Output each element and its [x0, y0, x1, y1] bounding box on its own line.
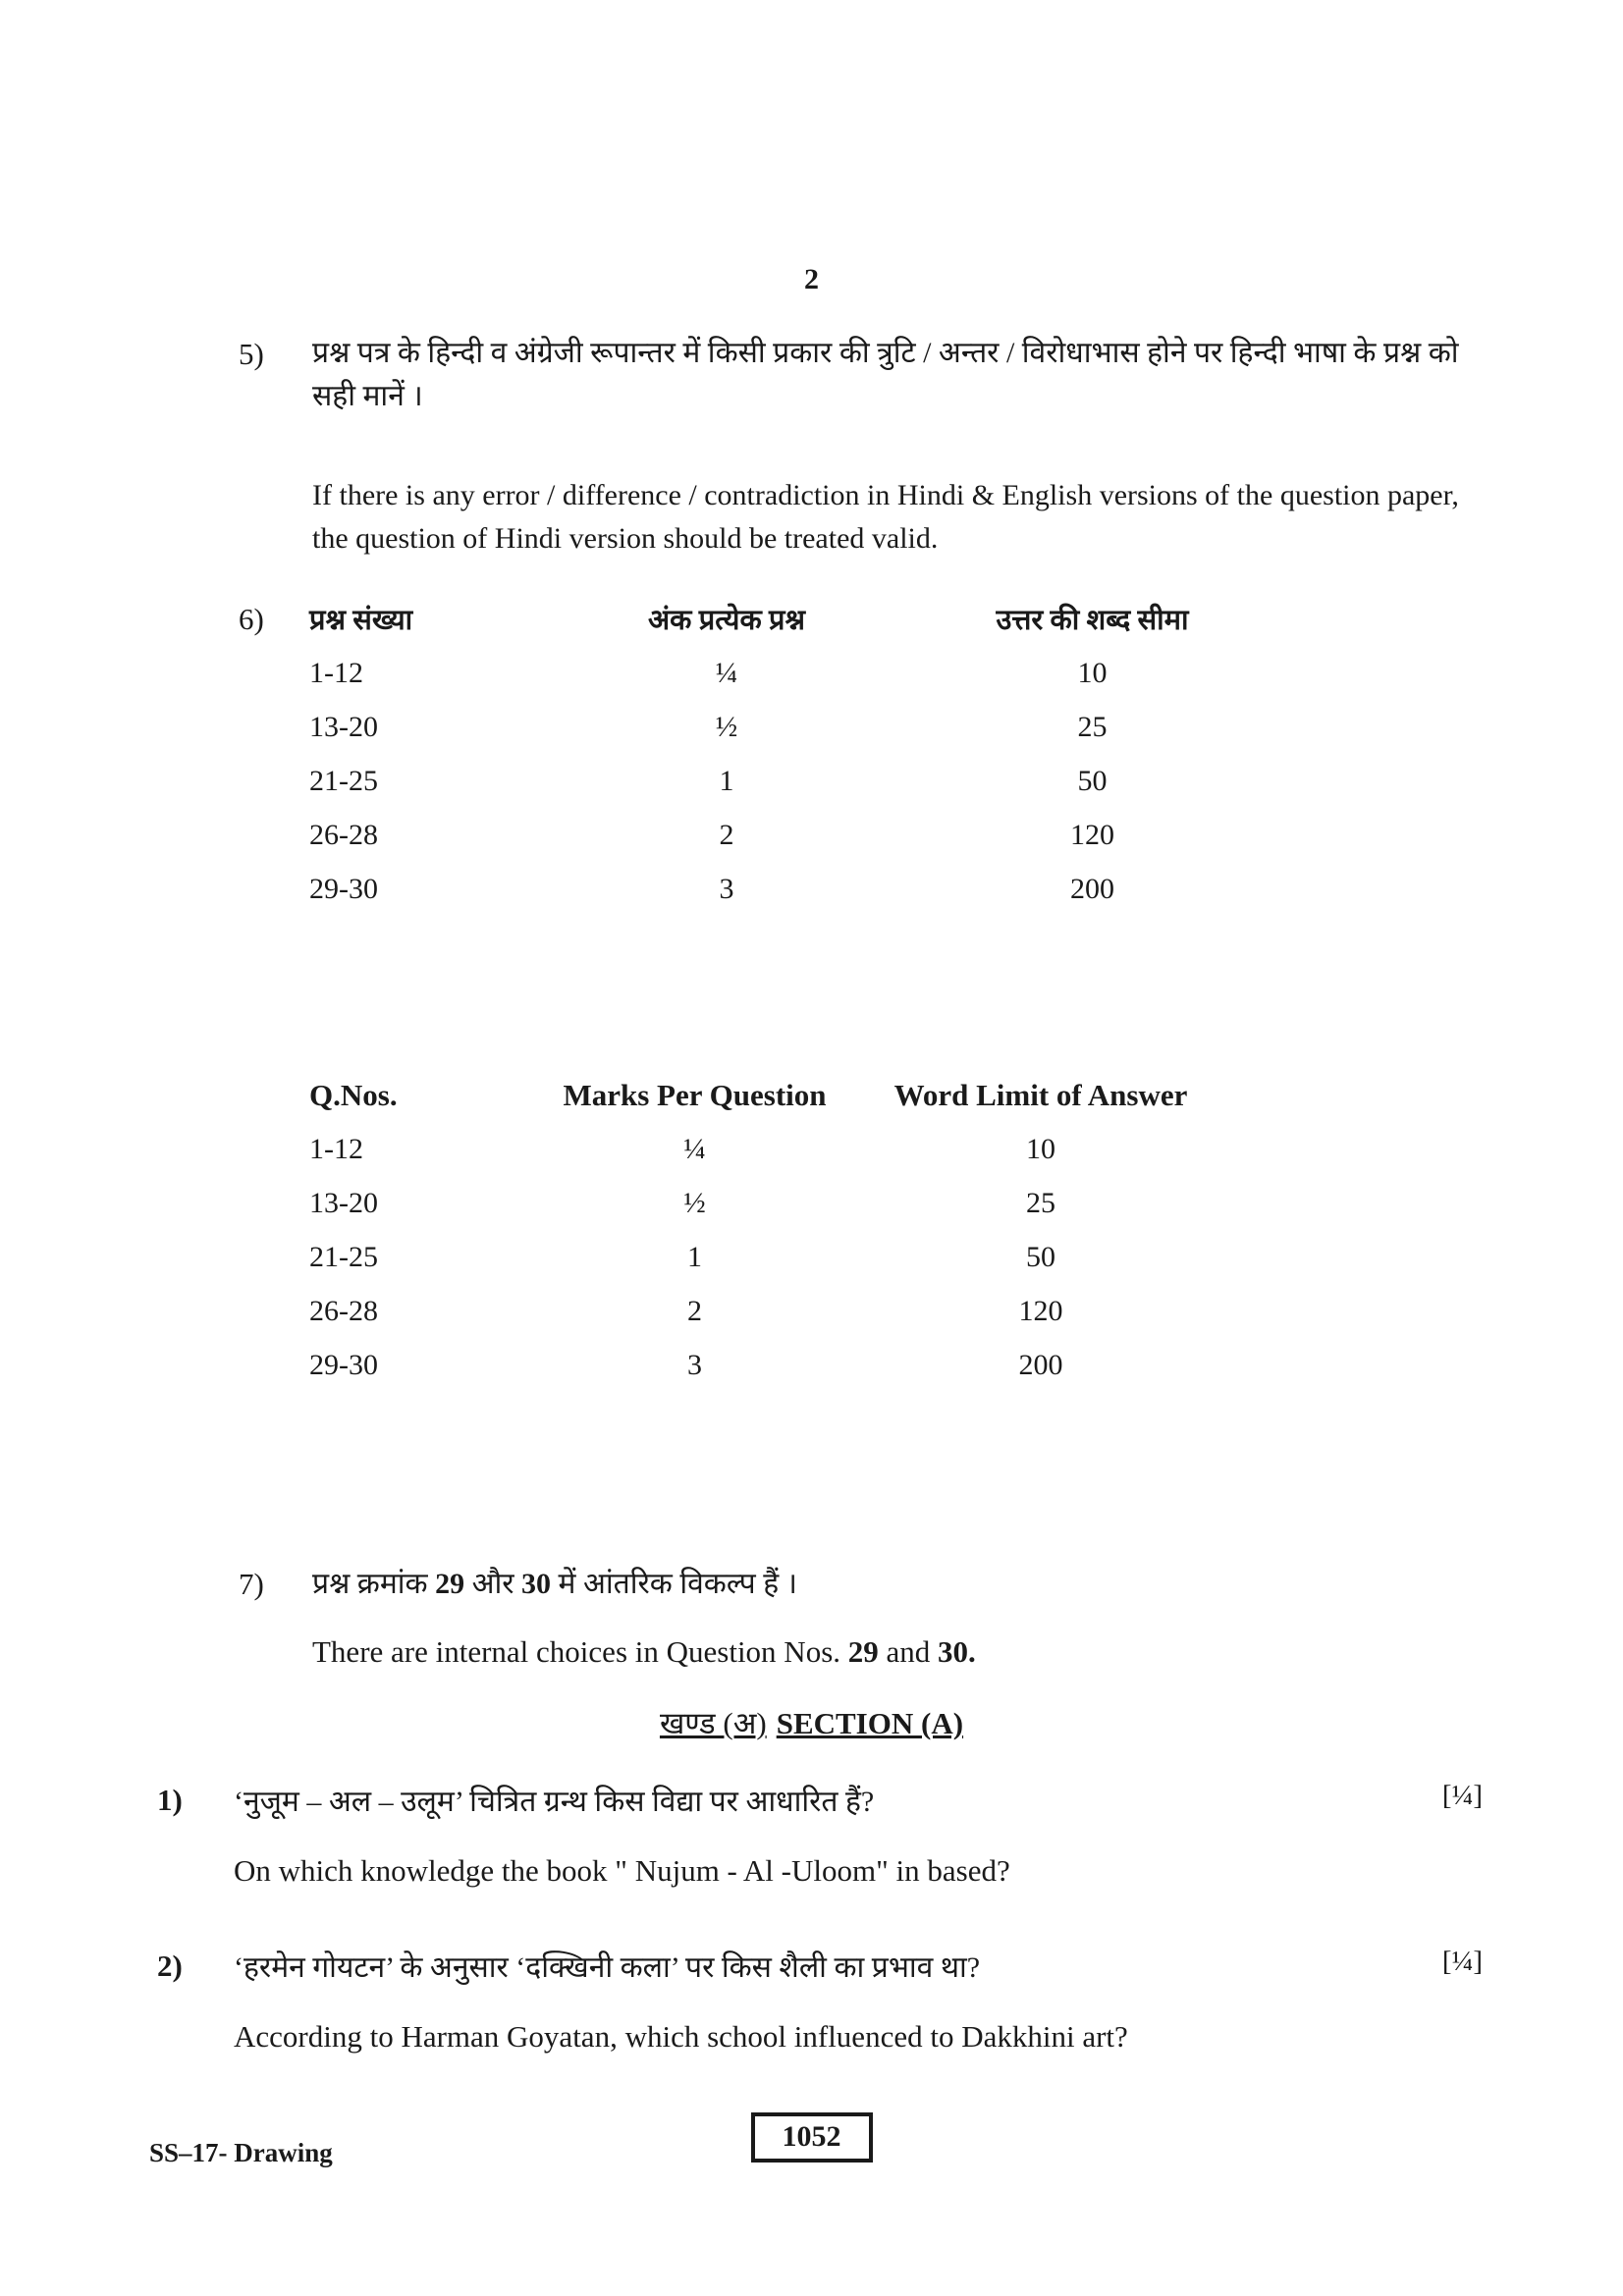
question-2-hindi-text: ‘हरमेन गोयटन’ के अनुसार ‘दक्खिनी कला’ पर किस शैली का प्रभाव था?	[234, 1951, 981, 1984]
cell-question-nos: 29-30	[309, 1348, 378, 1381]
instruction-7-english-qnum-29: 29	[847, 1634, 879, 1669]
instruction-7-hindi-part-c: और	[464, 1568, 522, 1600]
cell-word-limit: 25	[1026, 1186, 1055, 1219]
instruction-7-hindi-text	[312, 1562, 797, 1602]
header-marks-per-question: Marks Per Question	[563, 1077, 827, 1112]
cell-marks: ¼	[715, 656, 738, 689]
table-header-row	[309, 1068, 1203, 1122]
cell-marks: 2	[719, 818, 734, 851]
instruction-7-hindi-part-d: में आंतरिक विकल्प हैं ।	[551, 1568, 798, 1600]
cell-word-limit: 50	[1026, 1240, 1055, 1273]
table-row	[309, 808, 1252, 862]
table-row	[309, 1230, 1203, 1284]
cell-question-nos: 13-20	[309, 710, 378, 743]
instruction-5-english-text: If there is any error / difference / contradiction in Hindi & English versions of the question paper, the question of Hindi version should be treated valid.	[312, 479, 1459, 556]
section-heading-hindi: खण्ड (अ)	[659, 1706, 767, 1740]
header-word-limit: उत्तर की शब्द सीमा	[996, 605, 1189, 636]
question-2-english-text: According to Harman Goyatan, which school influenced to Dakkhini art?	[234, 2019, 1128, 2054]
table-row	[309, 1338, 1203, 1392]
page-number: 2	[804, 263, 819, 295]
table-row	[309, 1176, 1203, 1230]
instruction-5-hindi-text: प्रश्न पत्र के हिन्दी व अंग्रेजी रूपान्तर में किसी प्रकार की त्रुटि / अन्तर / विरोधाभास होने पर हिन्दी भाषा के प्रश्न को सही मानें ।	[312, 337, 1459, 412]
cell-word-limit: 10	[1077, 656, 1108, 689]
table-row	[309, 700, 1252, 754]
cell-marks: 1	[687, 1240, 702, 1273]
cell-question-nos: 26-28	[309, 818, 378, 851]
instruction-7-english-part-a: There are internal choices in Question Nos.	[312, 1634, 848, 1669]
question-2-number: 2)	[157, 1949, 183, 1983]
cell-word-limit: 200	[1070, 872, 1114, 905]
cell-word-limit: 120	[1070, 818, 1114, 851]
bottom-code-container	[0, 2112, 1623, 2163]
marks-table-hindi	[309, 592, 1252, 916]
instruction-7-hindi-qnum-30: 30	[521, 1568, 552, 1600]
table-row	[309, 646, 1252, 700]
cell-question-nos: 21-25	[309, 1240, 378, 1273]
cell-question-nos: 26-28	[309, 1294, 378, 1327]
table-row	[309, 754, 1252, 808]
instruction-7-english-part-c: and	[878, 1634, 939, 1669]
cell-marks: ½	[683, 1186, 706, 1219]
paper-code-footer: SS–17- Drawing	[149, 2138, 333, 2167]
instruction-7-english-text	[312, 1634, 976, 1670]
table-row	[309, 862, 1252, 916]
cell-marks: 3	[687, 1348, 702, 1381]
marks-table-english	[309, 1068, 1203, 1392]
section-heading-english: SECTION (A)	[776, 1706, 964, 1740]
instruction-7-number: 7)	[239, 1567, 264, 1601]
instruction-7-english-qnum-30: 30.	[938, 1634, 976, 1669]
instruction-7-hindi-qnum-29: 29	[435, 1568, 465, 1600]
cell-question-nos: 1-12	[309, 1132, 363, 1165]
table-header-row	[309, 592, 1252, 646]
cell-marks: 2	[687, 1294, 702, 1327]
question-1-hindi-text: ‘नुजूम – अल – उलूम’ चित्रित ग्रन्थ किस विद्या पर आधारित हैं?	[234, 1786, 875, 1818]
cell-word-limit: 200	[1018, 1348, 1063, 1381]
header-marks-per-question: अंक प्रत्येक प्रश्न	[648, 605, 805, 636]
header-question-nos: प्रश्न संख्या	[309, 605, 413, 636]
header-question-nos: Q.Nos.	[309, 1077, 398, 1112]
cell-marks: ¼	[683, 1132, 706, 1165]
question-1-english-text: On which knowledge the book " Nujum - Al -Uloom" in based?	[234, 1853, 1010, 1888]
cell-marks: 1	[719, 764, 734, 797]
cell-word-limit: 25	[1077, 710, 1108, 743]
cell-question-nos: 21-25	[309, 764, 378, 797]
bottom-code-box: 1052	[751, 2112, 873, 2163]
cell-question-nos: 13-20	[309, 1186, 378, 1219]
instruction-6-number: 6)	[239, 602, 264, 636]
table-row	[309, 1284, 1203, 1338]
question-1-number: 1)	[157, 1783, 183, 1817]
header-word-limit: Word Limit of Answer	[893, 1077, 1188, 1112]
cell-marks: ½	[715, 710, 738, 743]
instruction-7-hindi-part-a: प्रश्न क्रमांक	[312, 1568, 436, 1600]
cell-marks: 3	[719, 872, 734, 905]
cell-question-nos: 29-30	[309, 872, 378, 905]
question-1-marks: [¼]	[1441, 1780, 1483, 1811]
cell-question-nos: 1-12	[309, 656, 363, 689]
instruction-5-number: 5)	[239, 337, 264, 371]
section-heading	[0, 1702, 1623, 1743]
cell-word-limit: 120	[1018, 1294, 1063, 1327]
cell-word-limit: 10	[1026, 1132, 1055, 1165]
cell-word-limit: 50	[1077, 764, 1108, 797]
question-2-marks: [¼]	[1441, 1946, 1483, 1977]
table-row	[309, 1122, 1203, 1176]
